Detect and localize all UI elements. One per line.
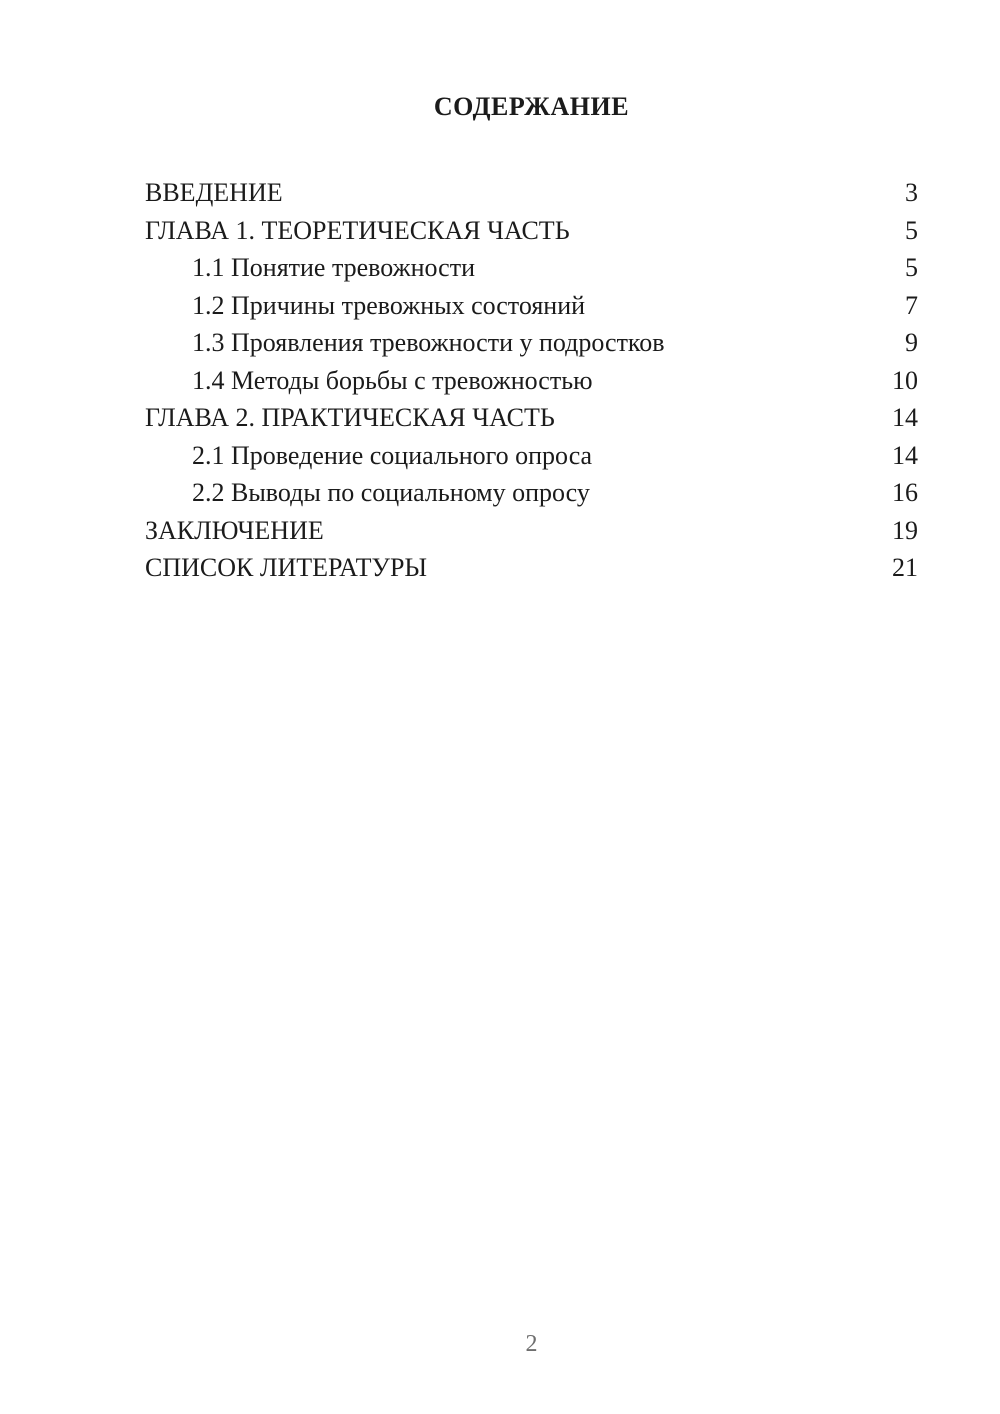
toc-entry-label: ГЛАВА 2. ПРАКТИЧЕСКАЯ ЧАСТЬ xyxy=(145,403,555,432)
toc-entry-page: 5 xyxy=(905,253,918,282)
page-number: 2 xyxy=(525,1331,538,1357)
toc-entry xyxy=(145,212,918,250)
toc-entry-page: 10 xyxy=(892,365,918,395)
toc-title: СОДЕРЖАНИЕ xyxy=(433,92,630,121)
toc-entry xyxy=(145,399,918,437)
toc-entry-page: 7 xyxy=(905,290,918,320)
toc-entry xyxy=(145,324,918,362)
toc-entry xyxy=(145,512,918,550)
toc-entry-label: 1.4 Методы борьбы с тревожностью xyxy=(192,365,593,395)
toc-entry-page: 14 xyxy=(892,403,918,432)
toc-entry-label: ВВЕДЕНИЕ xyxy=(145,178,283,207)
page-footer xyxy=(145,1331,918,1358)
toc-entry xyxy=(145,287,918,325)
toc-entry-label: СПИСОК ЛИТЕРАТУРЫ xyxy=(145,553,428,582)
toc-entry-label: 1.2 Причины тревожных состояний xyxy=(192,290,586,320)
toc-entry-page: 14 xyxy=(892,440,918,470)
toc-list xyxy=(145,174,918,587)
toc-content xyxy=(145,0,918,587)
toc-entry xyxy=(145,474,918,512)
toc-entry-page: 3 xyxy=(905,178,918,207)
toc-entry-label: ГЛАВА 1. ТЕОРЕТИЧЕСКАЯ ЧАСТЬ xyxy=(145,215,570,245)
toc-entry-label: ЗАКЛЮЧЕНИЕ xyxy=(145,515,324,545)
toc-entry xyxy=(145,174,918,212)
toc-entry-label: 1.3 Проявления тревожности у подростков xyxy=(192,328,665,357)
toc-entry xyxy=(145,249,918,287)
toc-entry-page: 16 xyxy=(892,478,918,507)
toc-entry-page: 5 xyxy=(905,215,918,245)
toc-entry-page: 21 xyxy=(892,553,918,582)
toc-entry xyxy=(145,437,918,475)
toc-entry xyxy=(145,362,918,400)
toc-entry-page: 19 xyxy=(892,515,918,545)
toc-entry xyxy=(145,549,918,587)
toc-entry-label: 1.1 Понятие тревожности xyxy=(192,253,475,282)
toc-entry-page: 9 xyxy=(905,328,918,357)
toc-entry-label: 2.2 Выводы по социальному опросу xyxy=(192,478,590,507)
toc-entry-label: 2.1 Проведение социального опроса xyxy=(192,440,593,470)
